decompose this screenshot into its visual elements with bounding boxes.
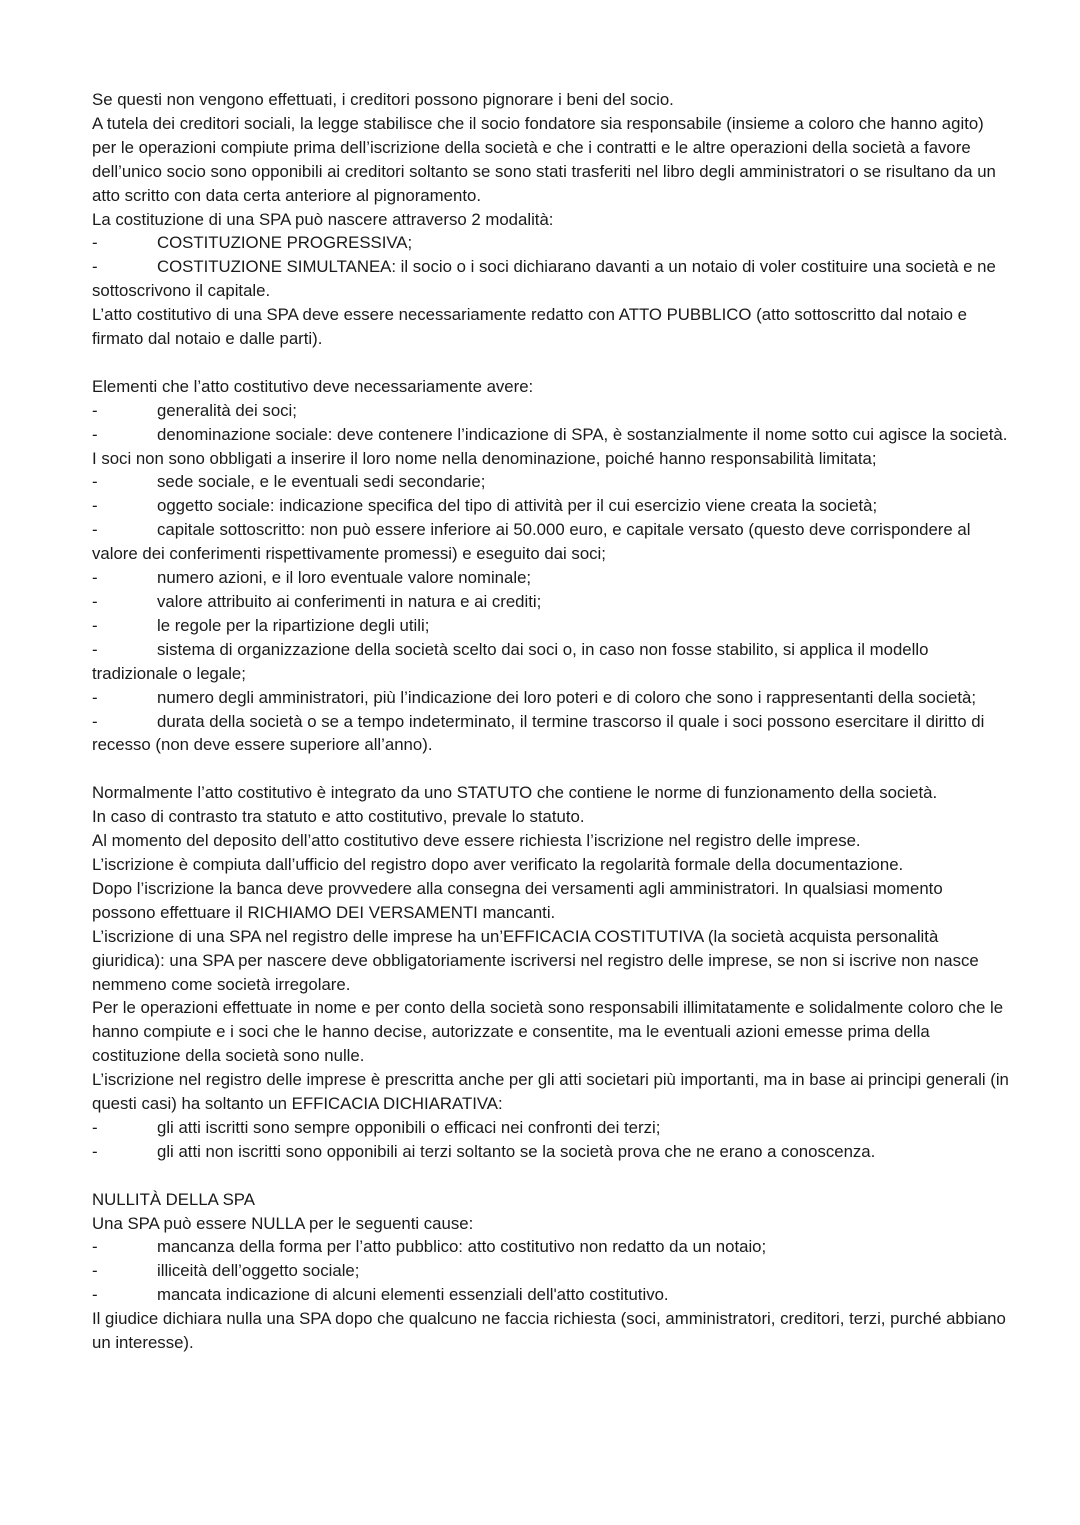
- list-item: - sede sociale, e le eventuali sedi secondarie;: [92, 470, 1010, 494]
- paragraph: Una SPA può essere NULLA per le seguenti cause:: [92, 1213, 474, 1233]
- list-item: - oggetto sociale: indicazione specifica del tipo di attività per il cui esercizio viene creata la società;: [92, 494, 1010, 518]
- paragraph: A tutela dei creditori sociali, la legge stabilisce che il socio fondatore sia responsabile (insieme a coloro che hanno agito) per le operazioni compiute prima dell’iscrizione della società e che i contratti e le altre operazioni della società a favore dell’unico socio sono opponibili ai creditori soltanto se sono stati trasferiti nel libro degli amministratori o se risultano da un atto scritto con data certa anteriore al pignoramento.: [92, 113, 996, 205]
- list-item: - COSTITUZIONE SIMULTANEA: il socio o i soci dichiarano davanti a un notaio di voler costituire una società e ne sottoscrivono il capitale.: [92, 255, 1010, 303]
- paragraph: Dopo l’iscrizione la banca deve provvedere alla consegna dei versamenti agli amministratori. In qualsiasi momento possono effettuare il RICHIAMO DEI VERSAMENTI mancanti.: [92, 878, 943, 922]
- paragraph: Il giudice dichiara nulla una SPA dopo che qualcuno ne faccia richiesta (soci, amministratori, creditori, terzi, purché abbiano un interesse).: [92, 1309, 1006, 1353]
- list-item: - gli atti iscritti sono sempre opponibili o efficaci nei confronti dei terzi;: [92, 1116, 1010, 1140]
- paragraph: Se questi non vengono effettuati, i creditori possono pignorare i beni del socio.: [92, 90, 674, 109]
- paragraph: L’iscrizione di una SPA nel registro delle imprese ha un’EFFICACIA COSTITUTIVA (la società acquista personalità giuridica): una SPA per nascere deve obbligatoriamente iscriversi nel registro delle imprese, se non si iscrive non nasce nemmeno come società irregolare.: [92, 926, 979, 994]
- paragraph: La costituzione di una SPA può nascere attraverso 2 modalità:: [92, 209, 554, 229]
- list-item: - illiceità dell’oggetto sociale;: [92, 1259, 1010, 1283]
- paragraph: Normalmente l’atto costitutivo è integrato da uno STATUTO che contiene le norme di funzionamento della società.: [92, 783, 938, 803]
- paragraph-spacer: [92, 757, 1010, 781]
- list-item: - durata della società o se a tempo indeterminato, il termine trascorso il quale i soci possono esercitare il diritto di recesso (non deve essere superiore all’anno).: [92, 710, 1010, 758]
- paragraph: Per le operazioni effettuate in nome e per conto della società sono responsabili illimitatamente e solidalmente coloro che le hanno compiute e i soci che le hanno decise, autorizzate e consentite, ma le eventuali azioni emesse prima della costituzione della società sono nulle.: [92, 998, 1004, 1066]
- list-item: - sistema di organizzazione della società scelto dai soci o, in caso non fosse stabilito, si applica il modello tradizionale o legale;: [92, 638, 1010, 686]
- paragraph: L’iscrizione è compiuta dall’ufficio del registro dopo aver verificato la regolarità formale della documentazione.: [92, 854, 904, 874]
- list-item: - le regole per la ripartizione degli utili;: [92, 614, 1010, 638]
- list-item: - numero degli amministratori, più l’indicazione dei loro poteri e di coloro che sono i rappresentanti della società;: [92, 686, 1010, 710]
- list-item: - mancanza della forma per l’atto pubblico: atto costitutivo non redatto da un notaio;: [92, 1235, 1010, 1259]
- paragraph-spacer: [92, 351, 1010, 375]
- list-item: - capitale sottoscritto: non può essere inferiore ai 50.000 euro, e capitale versato (questo deve corrispondere al valore dei conferimenti rispettivamente promessi) e eseguito dai soci;: [92, 518, 1010, 566]
- list-item: - gli atti non iscritti sono opponibili ai terzi soltanto se la società prova che ne erano a conoscenza.: [92, 1140, 1010, 1164]
- list-item: - mancata indicazione di alcuni elementi essenziali dell'atto costitutivo.: [92, 1283, 1010, 1307]
- list-item: - generalità dei soci;: [92, 399, 1010, 423]
- paragraph: Al momento del deposito dell’atto costitutivo deve essere richiesta l’iscrizione nel registro delle imprese.: [92, 831, 861, 851]
- list-item: - valore attribuito ai conferimenti in natura e ai crediti;: [92, 590, 1010, 614]
- paragraph: Elementi che l’atto costitutivo deve necessariamente avere:: [92, 376, 534, 396]
- paragraph: NULLITÀ DELLA SPA: [92, 1189, 255, 1209]
- list-item: - COSTITUZIONE PROGRESSIVA;: [92, 231, 1010, 255]
- list-item: - denominazione sociale: deve contenere l’indicazione di SPA, è sostanzialmente il nome sotto cui agisce la società. I soci non sono obbligati a inserire il loro nome nella denominazione, poiché hanno responsabilità limitata;: [92, 423, 1010, 471]
- paragraph: L’iscrizione nel registro delle imprese è prescritta anche per gli atti societari più importanti, ma in base ai principi generali (in questi casi) ha soltanto un EFFICACIA DICHIARATIVA:: [92, 1070, 1009, 1114]
- paragraph-spacer: [92, 1164, 1010, 1188]
- paragraph: In caso di contrasto tra statuto e atto costitutivo, prevale lo statuto.: [92, 807, 585, 827]
- list-item: - numero azioni, e il loro eventuale valore nominale;: [92, 566, 1010, 590]
- paragraph: L’atto costitutivo di una SPA deve essere necessariamente redatto con ATTO PUBBLICO (atto sottoscritto dal notaio e firmato dal notaio e dalle parti).: [92, 305, 967, 349]
